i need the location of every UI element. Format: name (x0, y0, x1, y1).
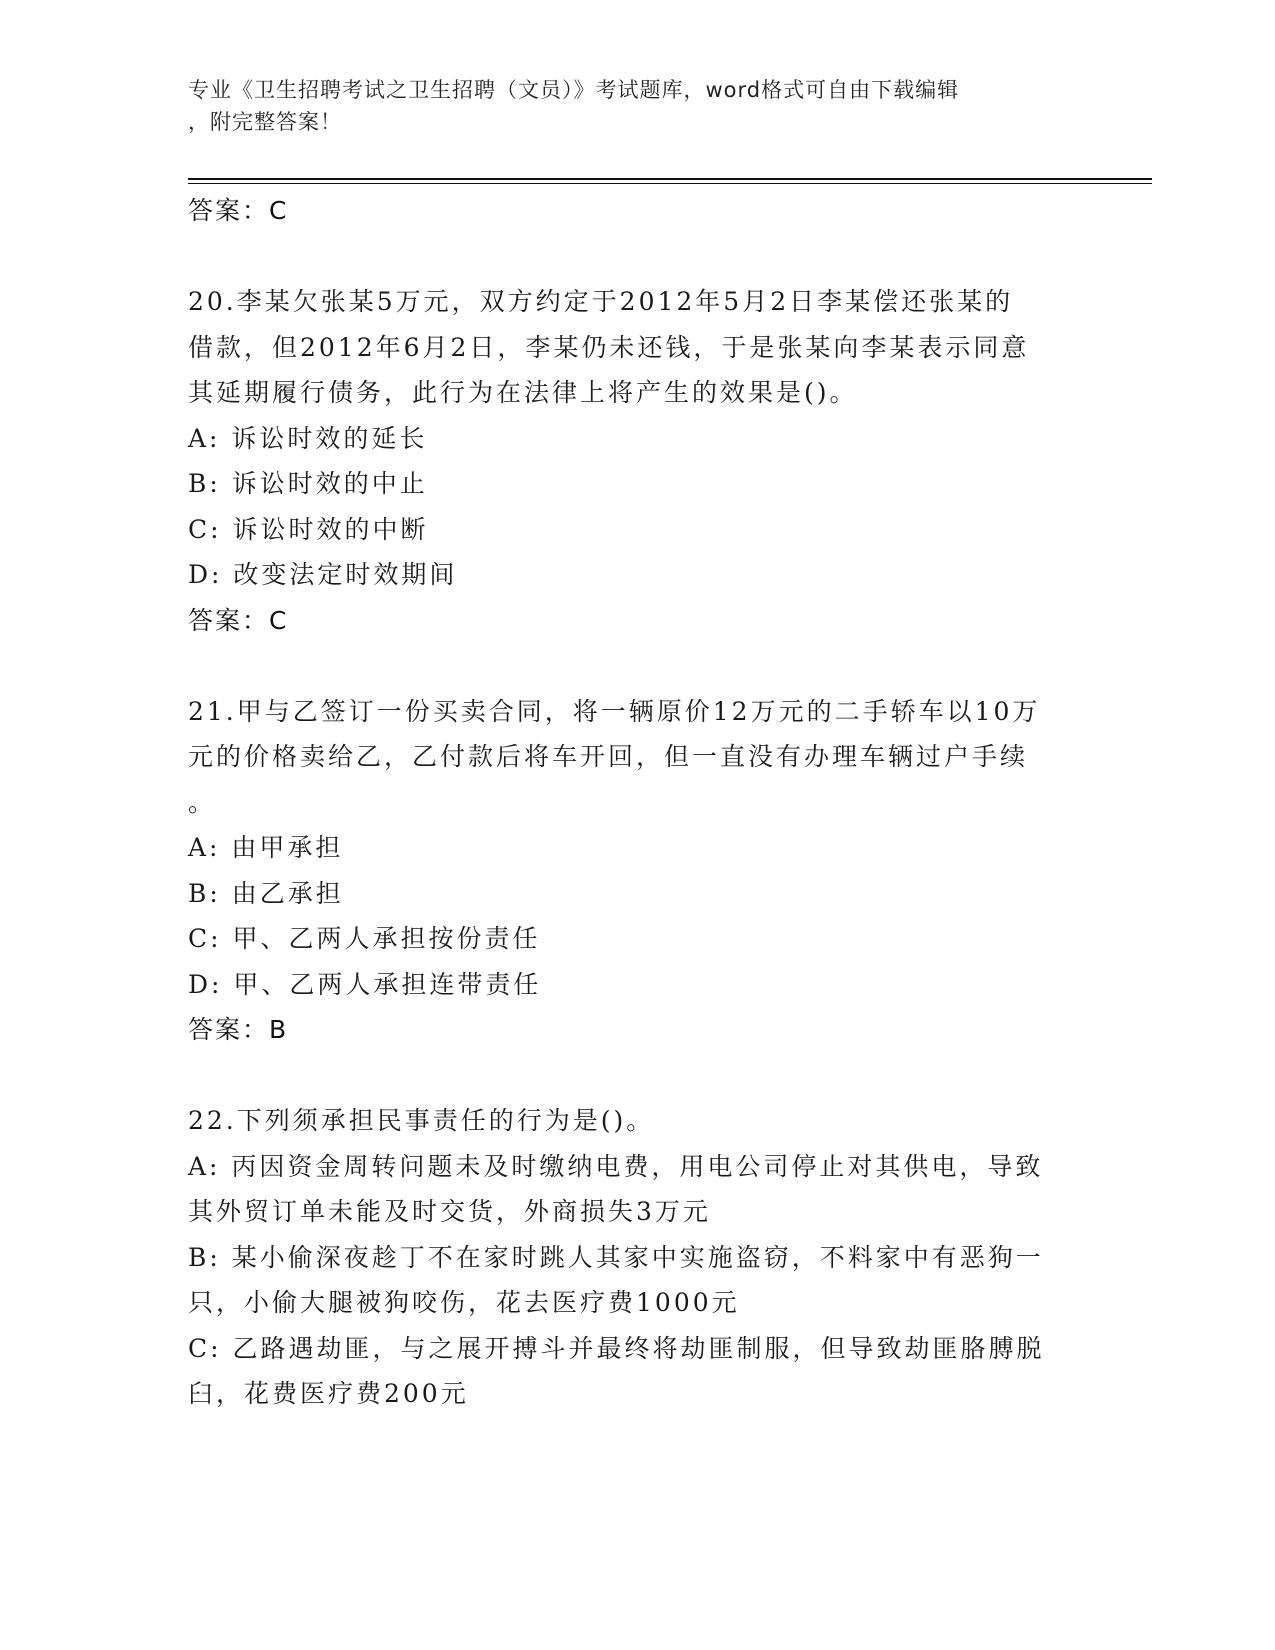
option-c: C: 诉讼时效的中断 (188, 514, 429, 544)
answer-label: 答案：C (188, 196, 289, 225)
option-c: C: 甲、乙两人承担按份责任 (188, 924, 541, 953)
option-b: B: 某小偷深夜趁丁不在家时跳人其家中实施盗窃，不料家中有恶狗一 (188, 1242, 1044, 1272)
option-a: A: 由甲承担 (188, 833, 344, 862)
option-d: D: 改变法定时效期间 (188, 560, 458, 589)
question-stem: 20.李某欠张某5万元，双方约定于2012年5月2日李某偿还张某的 (188, 287, 1014, 316)
option-b: B: 诉讼时效的中止 (188, 469, 428, 498)
question-block (188, 689, 1088, 1053)
question-content (188, 188, 1088, 1417)
question-block (188, 279, 1088, 643)
option-d: D: 甲、乙两人承担连带责任 (188, 969, 542, 999)
answer-label: 答案：C (188, 605, 289, 635)
option-c: C: 乙路遇劫匪，与之展开搏斗并最终将劫匪制服，但导致劫匪胳膊脱 (188, 1333, 1045, 1363)
question-stem: 元的价格卖给乙，乙付款后将车开回，但一直没有办理车辆过户手续 (188, 742, 1029, 771)
option-b: B: 由乙承担 (188, 878, 344, 908)
option-a-continued: 其外贸订单未能及时交货，外商损失3万元 (188, 1197, 711, 1226)
header-line-1: 专业《卫生招聘考试之卫生招聘（文员）》考试题库，word格式可自由下载编辑 (188, 78, 960, 102)
spacer (188, 1053, 1088, 1099)
header-divider-thick (188, 178, 1152, 180)
header-line-2: ，附完整答案！ (188, 110, 342, 134)
page-header (188, 74, 1068, 138)
question-stem: 其延期履行债务，此行为在法律上将产生的效果是()。 (188, 378, 858, 407)
answer-label: 答案：B (188, 1015, 289, 1044)
spacer (188, 234, 1088, 280)
question-stem: 借款，但2012年6月2日，李某仍未还钱，于是张某向李某表示同意 (188, 332, 1030, 362)
option-a: A: 丙因资金周转问题未及时缴纳电费，用电公司停止对其供电，导致 (188, 1151, 1044, 1181)
question-stem: 22.下列须承担民事责任的行为是()。 (188, 1106, 655, 1135)
question-stem: 21.甲与乙签订一份买卖合同，将一辆原价12万元的二手轿车以10万 (188, 696, 1041, 726)
question-stem: 。 (188, 787, 217, 817)
option-b-continued: 只，小偷大腿被狗咬伤，花去医疗费1000元 (188, 1288, 740, 1317)
option-a: A: 诉讼时效的延长 (188, 423, 428, 453)
question-block (188, 1098, 1088, 1417)
spacer (188, 643, 1088, 689)
option-c-continued: 臼，花费医疗费200元 (188, 1379, 469, 1408)
header-divider-thin (188, 183, 1152, 184)
